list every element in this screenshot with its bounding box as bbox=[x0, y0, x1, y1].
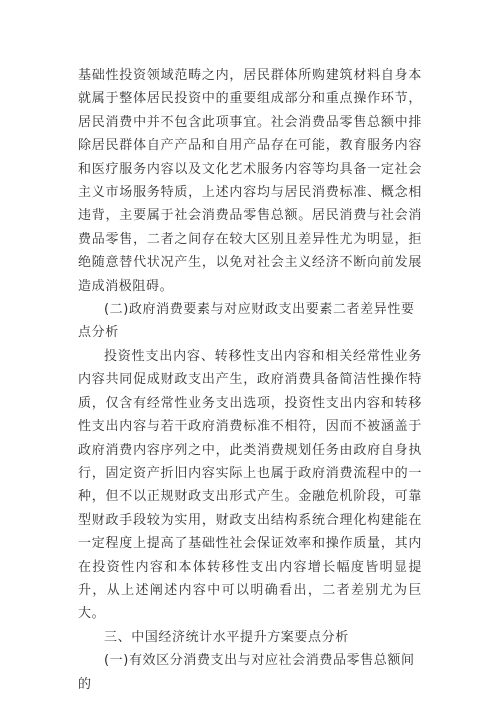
section-heading-government-consumption: (二)政府消费要素与对应财政支出要素二者差异性要点分析 bbox=[78, 302, 415, 341]
paragraph-fiscal-expenditure: 投资性支出内容、转移性支出内容和相关经常性业务内容共同促成财政支出产生，政府消费具备简洁性操作特质，仅含有经常性业务支出选项，投资性支出内容和转移性支出内容与若干政府消费标准不相符，因而不被涵盖于政府消费内容序列之中，此类消费规划任务由政府自身执行，固定资产折旧内容实际上也属于政府消费流程中的一种，但不以正规财政支出形式产生。金融危机阶段，可靠型财政手段较为实用，财政支出结构系统合理化构建能在一定程度上提高了基础性社会保证效率和操作质量，其内在投资性内容和本体转移性支出内容增长幅度皆明显提升，从上述阐述内容中可以明确看出，二者差别尤为巨大。 bbox=[78, 348, 422, 622]
section-heading-statistics-improvement: 三、中国经济统计水平提升方案要点分析 bbox=[104, 629, 349, 645]
document-body bbox=[78, 64, 422, 696]
paragraph-continued: 基础性投资领域范畴之内，居民群体所购建筑材料自身本就属于整体居民投资中的重要组成部分和重点操作环节，居民消费中并不包含此项事宜。社会消费品零售总额中排除居民群体自产产品和自用产品存在可能，教育服务内容和医疗服务内容以及文化艺术服务内容等均具备一定社会主义市场服务特质，上述内容均与居民消费标准、概念相违背，主要属于社会消费品零售总额。居民消费与社会消费品零售，二者之间存在较大区别且差异性尤为明显，拒绝随意替代状况产生，以免对社会主义经济不断向前发展造成消极阻碍。 bbox=[78, 68, 422, 294]
subsection-heading-distinguish-consumption: (一)有效区分消费支出与对应社会消费品零售总额间的 bbox=[78, 653, 415, 692]
